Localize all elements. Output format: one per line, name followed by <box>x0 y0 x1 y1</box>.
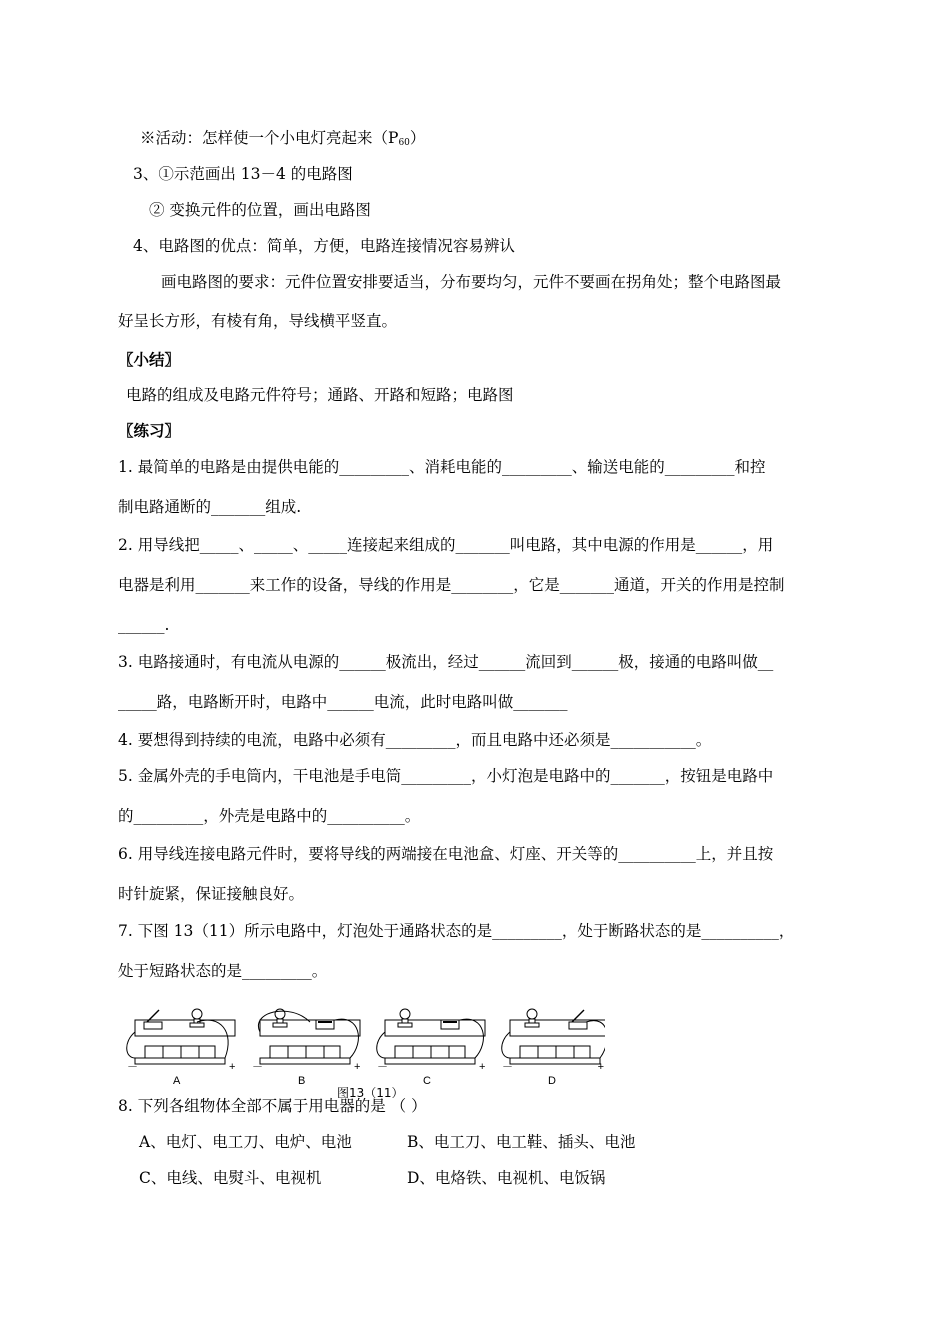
question-1-line-1: 1. 最简单的电路是由提供电能的_________、消耗电能的_________、输送电能的_________和控 <box>118 458 766 476</box>
item-3b: ② 变换元件的位置，画出电路图 <box>149 201 371 219</box>
figure-caption: 图13（11） <box>337 1086 404 1098</box>
question-5-line-2: 的_________，外壳是电路中的__________。 <box>118 807 421 825</box>
question-6-line-1: 6. 用导线连接电路元件时，要将导线的两端接在电池盒、灯座、开关等的__________上，并且按 <box>118 845 774 863</box>
activity-text: ※活动：怎样使一个小电灯亮起来（P <box>140 129 399 147</box>
question-2-line-1: 2. 用导线把_____、_____、_____连接起来组成的_______叫电路，其中电源的作用是______，用 <box>118 536 774 554</box>
question-5-line-1: 5. 金属外壳的手电筒内，干电池是手电筒_________，小灯泡是电路中的_______，按钮是电路中 <box>118 767 774 785</box>
label-d: D <box>548 1075 556 1087</box>
circuit-figure <box>125 1002 605 1098</box>
question-7-line-1: 7. 下图 13（11）所示电路中，灯泡处于通路状态的是_________，处于断路状态的是__________， <box>118 922 795 940</box>
summary-text: 电路的组成及电路元件符号；通路、开路和短路；电路图 <box>126 386 514 404</box>
circuit-c <box>377 1009 485 1064</box>
plus-sign-b: + <box>354 1061 361 1073</box>
circuit-a <box>127 1009 235 1064</box>
option-c: C、电线、电熨斗、电视机 <box>139 1169 322 1187</box>
item-3a: 3、①示范画出 13－4 的电路图 <box>133 165 353 183</box>
item-4: 4、电路图的优点：简单，方便，电路连接情况容易辨认 <box>133 237 515 255</box>
question-6-line-2: 时针旋紧，保证接触良好。 <box>118 885 305 903</box>
label-a: A <box>173 1075 181 1087</box>
question-4: 4. 要想得到持续的电流，电路中必须有_________，而且电路中还必须是___________。 <box>118 731 712 749</box>
plus-sign-a: + <box>229 1061 236 1073</box>
requirement-line-1: 画电路图的要求：元件位置安排要适当，分布要均匀，元件不要画在拐角处；整个电路图最 <box>161 273 782 291</box>
plus-sign-c: + <box>479 1061 486 1073</box>
option-b: B、电工刀、电工鞋、插头、电池 <box>407 1133 636 1151</box>
summary-heading: 〖小结〗 <box>118 350 181 369</box>
question-3-line-1: 3. 电路接通时，有电流从电源的______极流出，经过______流回到______极，接通的电路叫做__ <box>118 653 774 671</box>
activity-subscript: 60 <box>398 138 410 148</box>
exercise-heading: 〖练习〗 <box>118 421 181 440</box>
question-2-line-2: 电器是利用_______来工作的设备，导线的作用是________，它是_______通道，开关的作用是控制 <box>118 576 785 594</box>
plus-sign-d: + <box>597 1061 604 1073</box>
requirement-line-2: 好呈长方形，有棱有角，导线横平竖直。 <box>118 312 398 330</box>
activity-line <box>140 127 425 154</box>
label-b: B <box>298 1075 306 1087</box>
circuit-b <box>258 1009 360 1064</box>
minus-sign-d: － <box>502 1061 513 1073</box>
option-a: A、电灯、电工刀、电炉、电池 <box>139 1133 352 1151</box>
question-7-line-2: 处于短路状态的是_________。 <box>118 962 328 980</box>
label-c: C <box>423 1075 431 1087</box>
question-3-line-2: _____路，电路断开时，电路中______电流，此时电路叫做_______ <box>118 693 568 711</box>
option-d: D、电烙铁、电视机、电饭锅 <box>407 1169 606 1187</box>
circuit-d <box>502 1009 605 1064</box>
question-1-line-2: 制电路通断的_______组成. <box>118 498 302 516</box>
activity-end: ） <box>409 129 426 147</box>
question-2-line-3: ______. <box>118 616 170 634</box>
minus-sign-c: － <box>377 1061 388 1073</box>
minus-sign-b: － <box>252 1061 263 1073</box>
question-8: 8. 下列各组物体全部不属于用电器的是 （ ） <box>118 1097 427 1115</box>
minus-sign-a: － <box>127 1061 138 1073</box>
